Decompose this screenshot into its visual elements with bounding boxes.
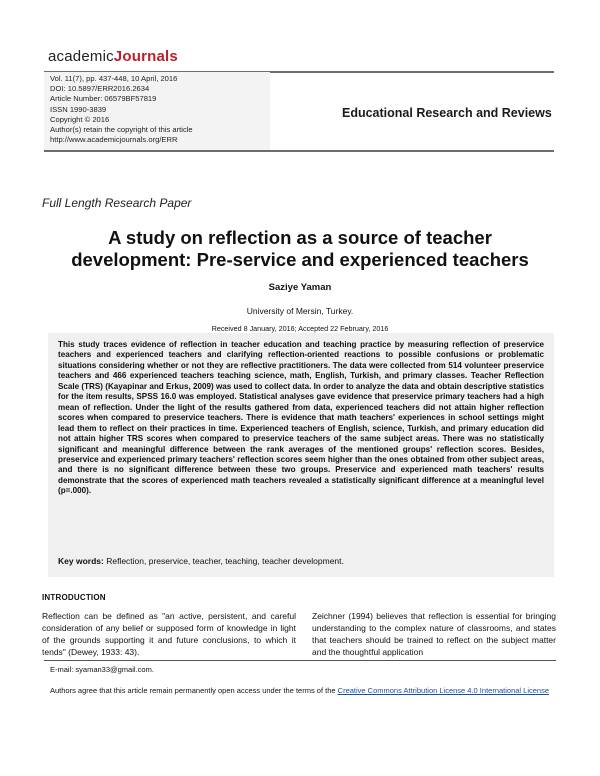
body-column-right: Zeichner (1994) believes that reflection is essential for bringing understanding to the complex nature of classrooms, and states that teachers should be trained to reflect on the subject matter and the thoughtful application <box>312 611 556 657</box>
title-line-1: A study on reflection as a source of teacher <box>108 227 492 248</box>
keywords-list: Reflection, preservice, teacher, teaching, teacher development. <box>106 556 344 566</box>
meta-article-number: Article Number: 06579BF57819 <box>50 94 157 104</box>
author-affiliation: University of Mersin, Turkey. <box>246 306 354 316</box>
header-rule-bottom <box>44 150 554 152</box>
license-text: Authors agree that this article remain permanently open access under the terms of the <box>50 686 338 695</box>
keywords <box>58 556 544 566</box>
journal-logo <box>48 48 178 65</box>
license-link[interactable]: Creative Commons Attribution License 4.0 International License <box>337 686 550 695</box>
logo-brand: Journals <box>113 48 178 65</box>
meta-doi: DOI: 10.5897/ERR2016.2634 <box>50 84 150 94</box>
author-email: E-mail: syaman33@gmail.com. <box>50 665 154 674</box>
meta-issn: ISSN 1990-3839 <box>50 104 107 114</box>
article-meta <box>50 74 193 145</box>
journal-name: Educational Research and Reviews <box>342 106 552 120</box>
body-column-left: Reflection can be defined as "an active, persistent, and careful consideration of any belief or supposed form of knowledge in light of the grounds supporting it and future conclusions, to which it tends" (Dewey, 1933: 43). <box>42 611 296 657</box>
paper-title <box>0 227 600 271</box>
article-type: Full Length Research Paper <box>42 196 192 210</box>
meta-copyright: Copyright © 2016 <box>50 114 110 124</box>
meta-volume: Vol. 11(7), pp. 437-448, 10 April, 2016 <box>50 74 178 83</box>
keywords-label: Key words: <box>58 556 104 566</box>
license-note <box>50 685 550 697</box>
footnote-rule <box>44 660 556 661</box>
section-heading: INTRODUCTION <box>42 593 106 602</box>
logo-prefix: academic <box>48 48 114 65</box>
meta-rights: Author(s) retain the copyright of this article <box>50 125 193 135</box>
author-name: Saziye Yaman <box>268 282 332 293</box>
meta-url[interactable]: http://www.academicjournals.org/ERR <box>50 135 178 145</box>
title-line-2: development: Pre-service and experienced teachers <box>71 249 529 270</box>
received-dates: Received 8 January, 2016; Accepted 22 February, 2016 <box>211 324 389 333</box>
abstract-text: This study traces evidence of reflection in teacher education and teaching practice by measuring reflection of preservice teachers and experienced teachers and clarifying reflection-oriented reactions to possible confusions or problematic situations considering whether or not they are reflective practitioners. The data were collected from 514 volunteer preservice teachers and 466 experienced teachers teaching science, math, English, Turkish, and primary classes. Teacher Reflection Scale (TRS) (Kayapinar and Erkus, 2009) was used to collect data. In order to analyze the data and obtain descriptive statistics for the item results, SPSS 16.0 was employed. Statistical analyses gave evidence that preservice primary teachers had a high mean of reflection. Under the light of the results gathered from data, experienced teachers did not attain higher reflection scores when compared to preservice teachers. There is evidence that math teachers' experiences in school settings might lead them to reflect on their practices in time. Experienced teachers of English, science, Turkish, and primary education did not attain higher TRS scores when compared to preservice teachers of the same subject areas. There was no statistically significant and meaningful difference between the rank averages of the mentioned groups' reflection scores. Besides, preservice and experienced primary teachers' reflection scores seem higher than the ones obtained from other subject areas, and there is no significant difference between these two groups. Preservice and experienced math teachers' results demonstrate that the scores of experienced math teachers revealed a statistically significant difference at a meaningful level (p=.000). <box>58 340 544 496</box>
